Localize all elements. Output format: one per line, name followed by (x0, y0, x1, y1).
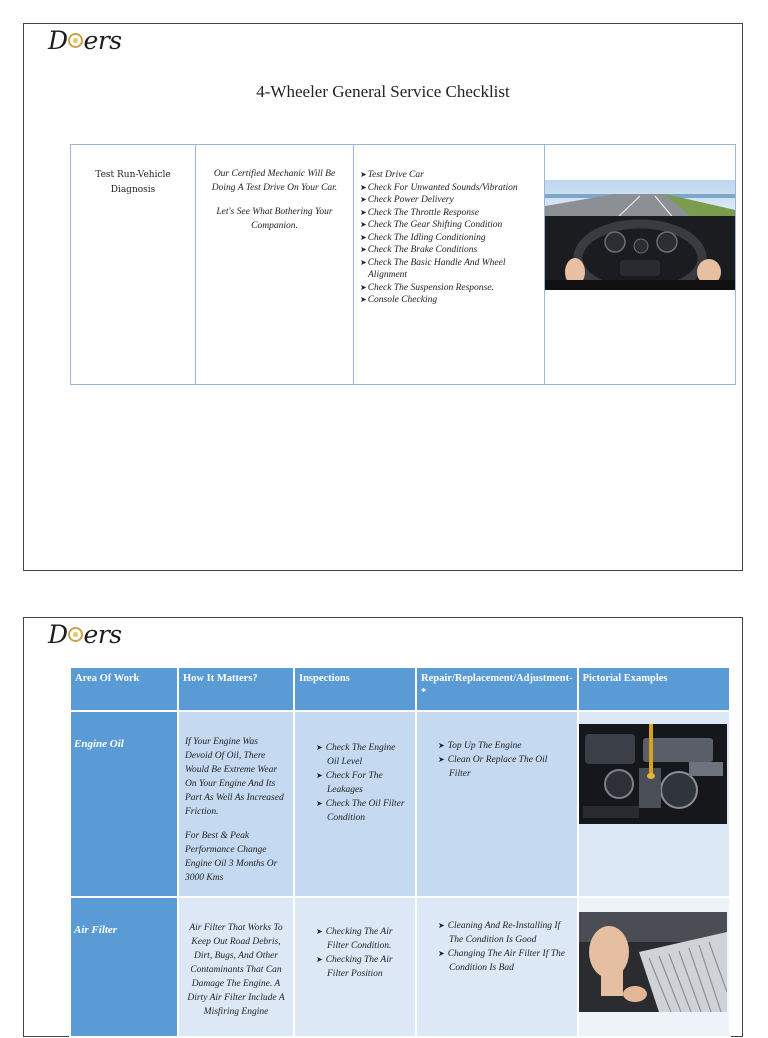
matters-cell (178, 711, 294, 897)
table-row (71, 145, 736, 385)
matters-cell (178, 897, 294, 1037)
area-label: Test Run-Vehicle Diagnosis (95, 170, 171, 195)
list-item: ➤ Check For Unwanted Sounds/Vibration (360, 182, 540, 195)
repairs-list (418, 713, 576, 781)
list-item: ➤ Console Checking (360, 294, 540, 307)
table-header-row (70, 667, 730, 711)
list-item: ➤ Cleaning And Re-Installing If The Condition Is Good (438, 919, 570, 947)
list-item: ➤ Check The Idling Conditioning (360, 232, 540, 245)
list-item: ➤ Check The Gear Shifting Condition (360, 219, 540, 232)
checklist-table (70, 144, 736, 385)
list-item: ➤ Checking The Air Filter Condition. (316, 925, 408, 953)
list-item: ➤ Checking The Air Filter Position (316, 953, 408, 981)
column-header: How It Matters? (178, 667, 294, 711)
inspections-list (296, 899, 414, 981)
doers-logo: D ers (48, 620, 122, 649)
checks-cell (354, 145, 545, 385)
document-page-1 (23, 23, 743, 571)
column-header: Pictorial Examples (578, 667, 730, 711)
list-item: ➤ Check Power Delivery (360, 194, 540, 207)
area-cell (71, 145, 196, 385)
list-item: ➤ Test Drive Car (360, 169, 540, 182)
matters-text: For Best & Peak Performance Change Engine Oil 3 Months Or 3000 Kms (185, 831, 278, 883)
doers-logo: D ers (48, 26, 122, 55)
area-cell: Engine Oil (70, 711, 178, 897)
air-filter-photo (579, 912, 727, 1012)
list-item: ➤ Top Up The Engine (438, 739, 570, 753)
service-table (69, 666, 731, 1038)
list-item: ➤ Check The Brake Conditions (360, 244, 540, 257)
matters-text: Air Filter That Works To Keep Out Road Debris, Dirt, Bugs, And Other Contaminants That Can Damage The Engine. A Dirty Air Filter Include A Misfiring Engine (187, 923, 285, 1017)
list-item: ➤ Check The Suspension Response. (360, 282, 540, 295)
list-item: ➤ Clean Or Replace The Oil Filter (438, 753, 570, 781)
checks-list (354, 145, 544, 307)
repairs-cell (416, 897, 578, 1037)
picture-cell (578, 711, 730, 897)
list-item: ➤ Changing The Air Filter If The Condition Is Bad (438, 947, 570, 975)
inspections-cell (294, 897, 416, 1037)
repairs-cell (416, 711, 578, 897)
car-interior-driving-photo (545, 180, 735, 290)
description-text: Our Certified Mechanic Will Be Doing A Test Drive On Your Car. (211, 169, 338, 193)
inspections-cell (294, 711, 416, 897)
repairs-list (418, 899, 576, 975)
logo-gear-icon (68, 627, 83, 642)
list-item: ➤ Check The Throttle Response (360, 207, 540, 220)
description-text: Let's See What Bothering Your Companion. (216, 207, 333, 231)
document-page-2 (23, 617, 743, 1037)
column-header: Area Of Work (70, 667, 178, 711)
table-row (70, 897, 730, 1037)
list-item: ➤ Check The Oil Filter Condition (316, 797, 408, 825)
column-header: Repair/Replacement/Adjustment-* (416, 667, 578, 711)
matters-text: If Your Engine Was Devoid Of Oil, There Would Be Extreme Wear On Your Engine And Its Part As Well As Increased Friction. (185, 737, 284, 817)
description-cell (196, 145, 354, 385)
list-item: ➤ Check For The Leakages (316, 769, 408, 797)
page-title: 4-Wheeler General Service Checklist (256, 82, 510, 101)
column-header: Inspections (294, 667, 416, 711)
inspections-list (296, 713, 414, 825)
table-row (70, 711, 730, 897)
image-cell (545, 145, 736, 385)
engine-oil-photo (579, 724, 727, 824)
picture-cell (578, 897, 730, 1037)
list-item: ➤ Check The Basic Handle And Wheel Alignment (360, 257, 540, 282)
logo-gear-icon (68, 33, 83, 48)
area-cell: Air Filter (70, 897, 178, 1037)
list-item: ➤ Check The Engine Oil Level (316, 741, 408, 769)
